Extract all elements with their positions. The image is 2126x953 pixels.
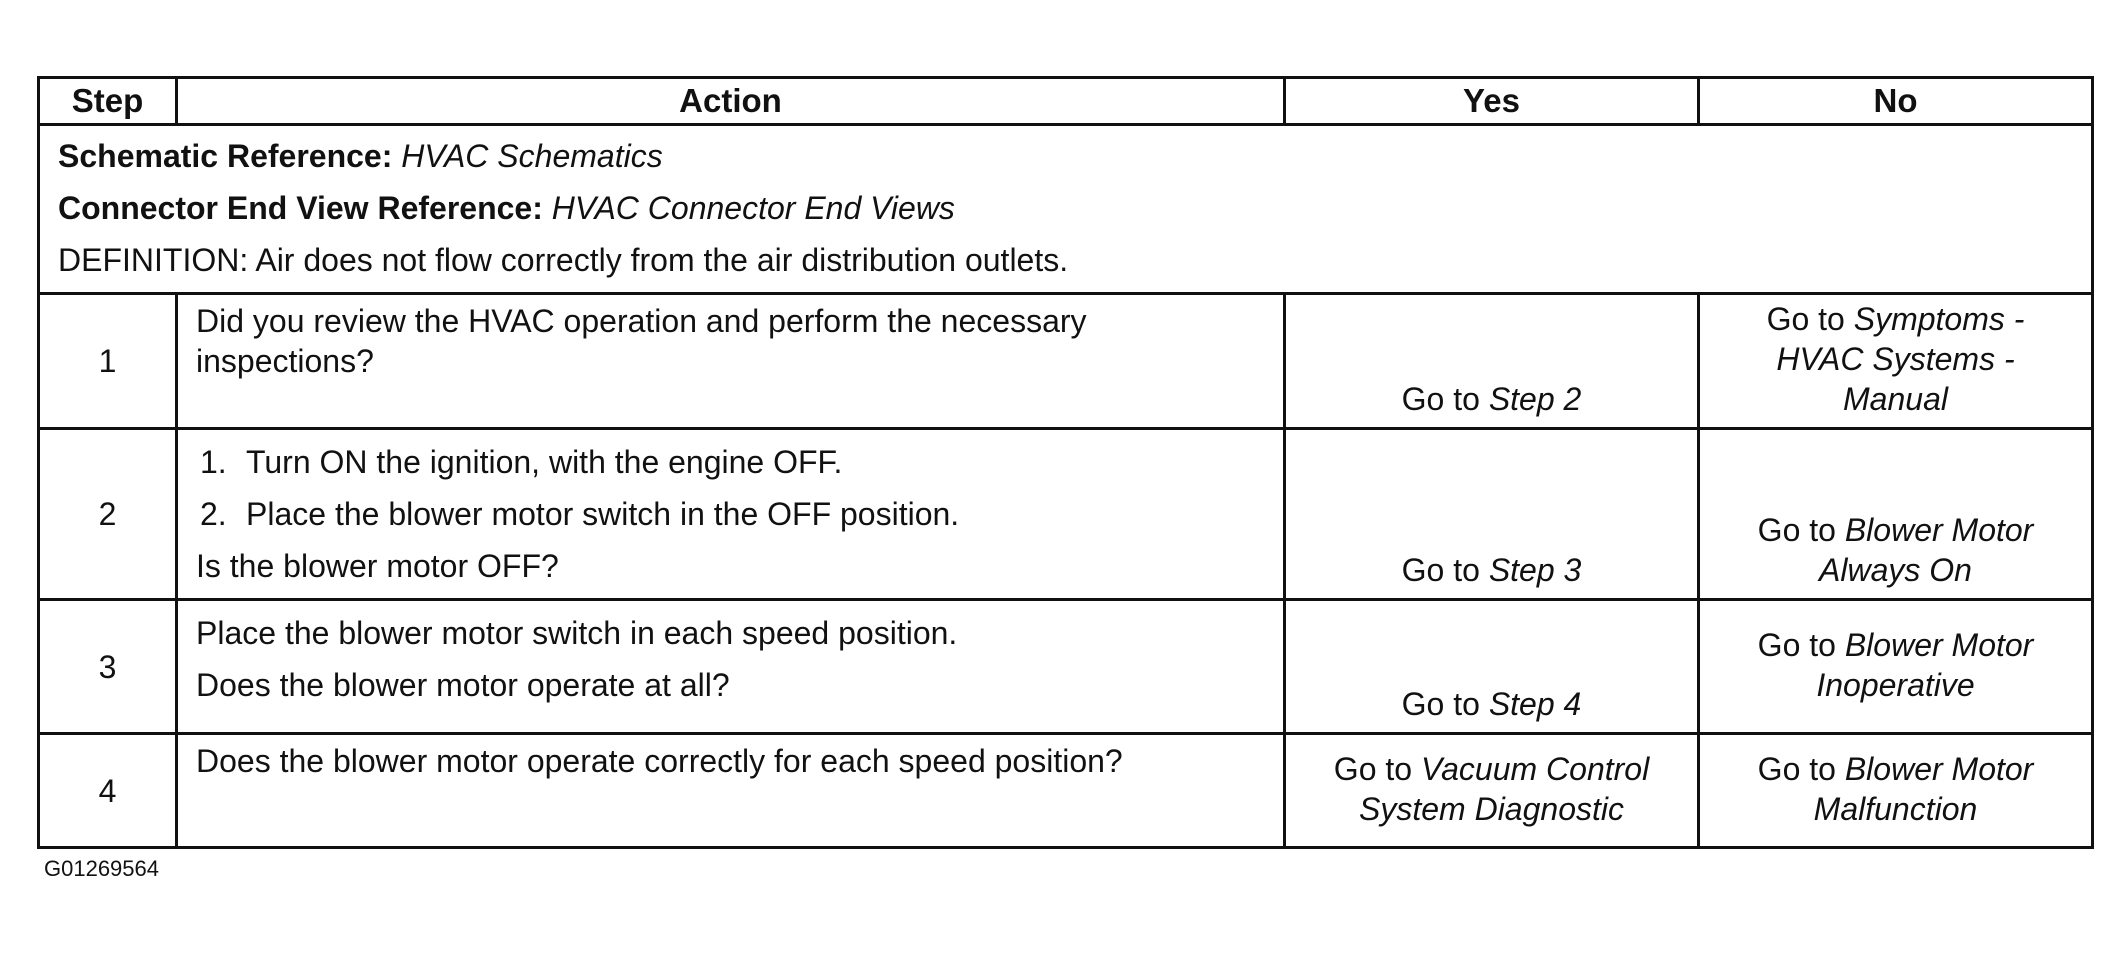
yes-result	[1296, 684, 1687, 724]
table-row	[39, 294, 2093, 429]
header-step: Step	[39, 78, 177, 125]
figure-id: G01269564	[44, 856, 159, 881]
no-result-line-2	[1710, 665, 2081, 705]
yes-result-line-1	[1296, 749, 1687, 789]
step-number: 1	[39, 294, 177, 429]
table-row	[39, 429, 2093, 600]
no-link[interactable]: Malfunction	[1813, 790, 1978, 827]
no-link[interactable]: Manual	[1843, 381, 1948, 417]
yes-cell	[1285, 600, 1699, 734]
yes-cell	[1285, 429, 1699, 600]
schematic-reference	[58, 130, 2073, 182]
yes-prefix: Go to	[1401, 381, 1480, 417]
action-cell	[177, 429, 1285, 600]
no-result-line-1	[1710, 625, 2081, 665]
diagnostic-table	[37, 76, 2094, 849]
schematic-reference-link[interactable]: HVAC Schematics	[401, 138, 663, 174]
header-yes: Yes	[1285, 78, 1699, 125]
step-number: 4	[39, 734, 177, 848]
action-substep	[196, 436, 1265, 488]
yes-result	[1296, 550, 1687, 590]
reference-row	[39, 125, 2093, 294]
no-result-line-1	[1710, 299, 2081, 339]
no-prefix: Go to	[1757, 512, 1836, 548]
connector-reference	[58, 182, 2073, 234]
no-prefix: Go to	[1766, 301, 1845, 337]
yes-cell	[1285, 294, 1699, 429]
substep-text: Turn ON the ignition, with the engine OFF.	[246, 444, 843, 480]
action-cell	[177, 600, 1285, 734]
header-row	[39, 78, 2093, 125]
substep-text: Place the blower motor switch in the OFF position.	[246, 496, 960, 532]
no-cell	[1699, 600, 2093, 734]
no-result-line-1	[1710, 510, 2081, 550]
action-text: Did you review the HVAC operation and perform the necessary inspections?	[196, 303, 1087, 379]
table-row	[39, 600, 2093, 734]
no-link[interactable]: Symptoms -	[1853, 301, 2025, 337]
no-cell	[1699, 294, 2093, 429]
yes-result-line-2	[1296, 789, 1687, 829]
yes-link[interactable]: Step 3	[1488, 552, 1582, 588]
schematic-reference-label: Schematic Reference:	[58, 138, 393, 174]
no-cell	[1699, 429, 2093, 600]
yes-link[interactable]: Step 4	[1488, 686, 1582, 722]
yes-link[interactable]: System Diagnostic	[1359, 790, 1624, 827]
no-prefix: Go to	[1757, 626, 1836, 663]
substep-number: 2.	[200, 496, 227, 532]
yes-cell	[1285, 734, 1699, 848]
no-cell	[1699, 734, 2093, 848]
reference-cell	[39, 125, 2093, 294]
connector-reference-label: Connector End View Reference:	[58, 190, 543, 226]
no-link[interactable]: Inoperative	[1816, 666, 1975, 703]
no-link[interactable]: Blower Motor	[1844, 626, 2034, 663]
no-result-line-2	[1710, 339, 2081, 379]
no-result-line-1	[1710, 749, 2081, 789]
no-link[interactable]: Blower Motor	[1844, 512, 2034, 548]
action-cell	[177, 294, 1285, 429]
no-prefix: Go to	[1757, 750, 1836, 787]
no-link[interactable]: HVAC Systems -	[1776, 341, 2015, 377]
header-no: No	[1699, 78, 2093, 125]
action-question: Is the blower motor OFF?	[196, 548, 559, 584]
action-cell	[177, 734, 1285, 848]
no-link[interactable]: Blower Motor	[1844, 750, 2034, 787]
step-number: 2	[39, 429, 177, 600]
yes-prefix: Go to	[1333, 750, 1413, 787]
yes-link[interactable]: Step 2	[1488, 381, 1582, 417]
yes-link[interactable]: Vacuum Control	[1420, 750, 1650, 787]
no-result-line-3	[1710, 379, 2081, 419]
yes-result	[1296, 379, 1687, 419]
action-question: Does the blower motor operate at all?	[196, 667, 730, 703]
header-action: Action	[177, 78, 1285, 125]
no-result-line-2	[1710, 789, 2081, 829]
action-instruction: Place the blower motor switch in each speed position.	[196, 615, 958, 651]
yes-prefix: Go to	[1401, 552, 1480, 588]
action-question: Does the blower motor operate correctly for each speed position?	[196, 743, 1123, 779]
definition-text: DEFINITION: Air does not flow correctly from the air distribution outlets.	[58, 242, 1069, 278]
no-result-line-2	[1710, 550, 2081, 590]
action-substep	[196, 488, 1265, 540]
substep-number: 1.	[200, 444, 227, 480]
connector-reference-link[interactable]: HVAC Connector End Views	[551, 190, 955, 226]
no-link[interactable]: Always On	[1819, 552, 1972, 588]
step-number: 3	[39, 600, 177, 734]
table-row	[39, 734, 2093, 848]
yes-prefix: Go to	[1401, 686, 1480, 722]
